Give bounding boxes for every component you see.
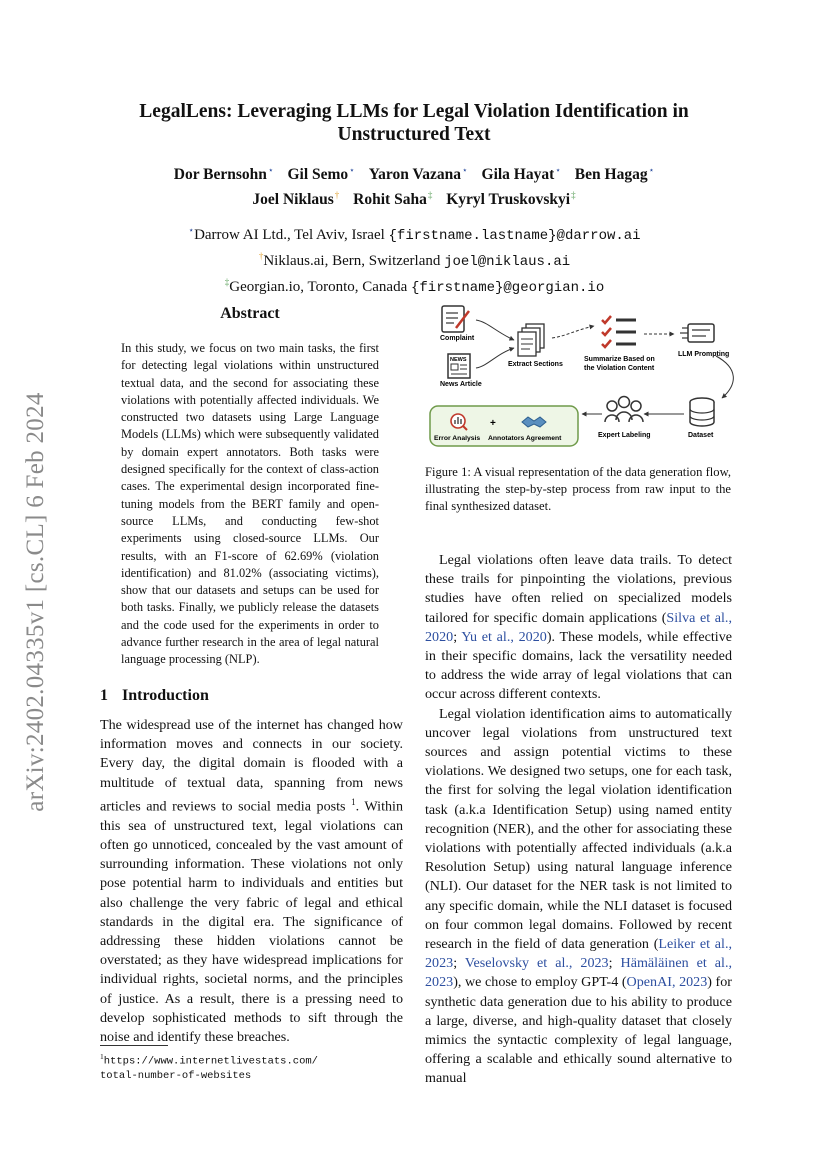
fig-label-summarize-1: Summarize Based on xyxy=(584,356,655,363)
affiliation: ⋆Darrow AI Ltd., Tel Aviv, Israel {firstname.lastname}@darrow.ai xyxy=(188,225,641,244)
figure-caption: Figure 1: A visual representation of the data generation flow, illustrating the step-by-step process from raw input to the final synthesized dataset. xyxy=(425,465,731,513)
author: Dor Bernsohn⋆ xyxy=(173,165,274,184)
author: Gil Semo⋆ xyxy=(287,165,355,184)
affiliations xyxy=(100,220,728,298)
fig-label-error: Error Analysis xyxy=(434,435,481,442)
fig-label-agreement: Annotators Agreement xyxy=(488,435,562,442)
citation-link[interactable]: Veselovsky et al., 2023 xyxy=(464,955,609,972)
author-list xyxy=(100,160,728,210)
newspaper-icon xyxy=(448,354,470,378)
citation-link[interactable]: OpenAI, 2023 xyxy=(626,974,708,991)
affiliation: ‡Georgian.io, Toronto, Canada {firstname}@georgian.io xyxy=(224,277,605,296)
arxiv-id: arXiv:2402.04335v1 [cs.CL] 6 Feb 2024 xyxy=(22,392,49,812)
affiliation: †Niklaus.ai, Bern, Switzerland joel@niklaus.ai xyxy=(258,251,571,270)
title-line-1: LegalLens: Leveraging LLMs for Legal Violation Identification in xyxy=(139,101,689,122)
section-title: Introduction xyxy=(122,687,209,704)
abstract-body: In this study, we focus on two main tasks, the first for detecting legal violations within unstructured textual data, and the second for associating these violations with potentially affected individuals. We constructed two datasets using Large Language Models (LLMs) which were subsequently validated by domain expert annotators. Both tasks were designed specifically for the context of class-action cases. The experimental design incorporated fine-tuning models from the BERT family and open-source LLMs, and conducting few-shot experiments using closed-source LLMs. Our results, with an F1-score of 62.69% (violation identification) and 81.02% (associating victims), show that our datasets and setups can be used for both tasks. Finally, we publicly release the datasets and the code used for the experiments in order to advance further research in the area of legal natural language processing (NLP). xyxy=(121,341,379,667)
footnote-ref[interactable]: 1 xyxy=(351,796,356,807)
email: {firstname}@georgian.io xyxy=(410,280,605,296)
title-line-2: Unstructured Text xyxy=(337,124,491,145)
intro-right-column xyxy=(425,551,732,1089)
citation-link[interactable]: Hämäläinen et al., 2023 xyxy=(425,955,732,991)
fig-label-llm: LLM Prompting xyxy=(678,351,730,358)
abstract-heading: Abstract xyxy=(220,305,280,322)
fig-label-news-article: News Article xyxy=(440,381,482,388)
author: Ben Hagag⋆ xyxy=(574,165,655,184)
email: joel@niklaus.ai xyxy=(444,254,571,270)
people-group-icon xyxy=(605,397,643,423)
section-number: 1 xyxy=(100,687,108,704)
fig-label-complaint: Complaint xyxy=(440,335,475,342)
stacked-documents-icon xyxy=(518,324,544,356)
email: {firstname.lastname}@darrow.ai xyxy=(388,228,641,244)
prompt-window-icon xyxy=(680,324,714,342)
figure-1 xyxy=(426,298,746,458)
arxiv-stamp xyxy=(16,372,56,832)
footnote-url-cont[interactable]: total-number-of-websites xyxy=(100,1069,252,1082)
fig-label-summarize-2: the Violation Content xyxy=(584,365,655,372)
document-pen-icon xyxy=(442,306,469,332)
fig-label-plus: + xyxy=(490,418,496,429)
author: Yaron Vazana⋆ xyxy=(368,165,468,184)
fig-label-extract: Extract Sections xyxy=(508,361,563,368)
citation-link[interactable]: Leiker et al., 2023 xyxy=(425,936,732,972)
citation-link[interactable]: Yu et al., 2020 xyxy=(461,628,547,645)
intro-paragraph: The widespread use of the internet has changed how information moves and connects in our society. Every day, the digital domain is flooded with a multitude of textual data, spanning from news articles and reviews to social media posts $^1$. Within this sea of unstructured text, legal violations can often go unnoticed, concealed by the vast amount of surrounding information. These violations not only pose potential harm to individuals and entities but also challenge the very fabric of legal and ethical standards in the digital era. The significance of addressing these hidden violations cannot be overstated; as they have widespread implications for individual rights, societal norms, and the principles of justice. As a result, there is a pressing need to develop sophisticated methods to sift through the noise and identify these breaches. xyxy=(100,717,404,1045)
author: Joel Niklaus† xyxy=(252,190,340,209)
fig-label-news: NEWS xyxy=(450,357,467,363)
fig-label-dataset: Dataset xyxy=(688,432,714,439)
paper-title xyxy=(100,100,728,146)
database-icon xyxy=(690,398,714,426)
intro-left-column xyxy=(100,716,403,1047)
checklist-icon xyxy=(602,316,636,347)
footnote-rule xyxy=(100,1045,168,1046)
author: Rohit Saha‡ xyxy=(353,190,433,209)
authors-line-1 xyxy=(100,160,728,185)
intro-paragraph: Legal violations often leave data trails. To detect these trails for pinpointing the violations, previous studies have often relied on specialized models tailored for specific domain applications (Silva et al., 2020; Yu et al., 2020). These models, while effective in their specific domains, lack the versatility needed to address the wide array of legal violations that can occur across different contexts. xyxy=(425,552,732,703)
author: Gila Hayat⋆ xyxy=(481,165,561,184)
intro-paragraph: Legal violation identification aims to automatically uncover legal violations from unstructured text sources and assign potential victims to these violations. We designed two setups, one for each task, the first for solving the legal violation identification task (a.k.a Identification Setup) using named entity recognition (NER), and the other for associating these violations with potentially affected individuals (a.k.a Resolution Setup) using natural language inference (NLI). Our dataset for the NER task is not limited to any specific domain, while the NLI dataset is focused on four common legal domains. Followed by recent research in the field of data generation (Leiker et al., 2023; Veselovsky et al., 2023; Hämäläinen et al., 2023), we chose to employ GPT-4 (OpenAI, 2023) for synthetic data generation due to his ability to produce a large, diverse, and high-quality dataset that closely mimics the syntactic complexity of legal language, offering a scalable and ethically sound alternative to manual xyxy=(425,705,732,1087)
authors-line-2 xyxy=(100,185,728,210)
citation-link[interactable]: Silva et al., 2020 xyxy=(425,609,732,645)
footnote-url[interactable]: https://www.internetlivestats.com/ xyxy=(103,1055,318,1068)
section-heading xyxy=(100,687,400,705)
fig-label-expert: Expert Labeling xyxy=(598,432,651,439)
author: Kyryl Truskovskyi‡ xyxy=(446,190,576,209)
footnote: $^1$https://www.internetlivestats.com/ total-number-of-websites xyxy=(100,1052,318,1082)
